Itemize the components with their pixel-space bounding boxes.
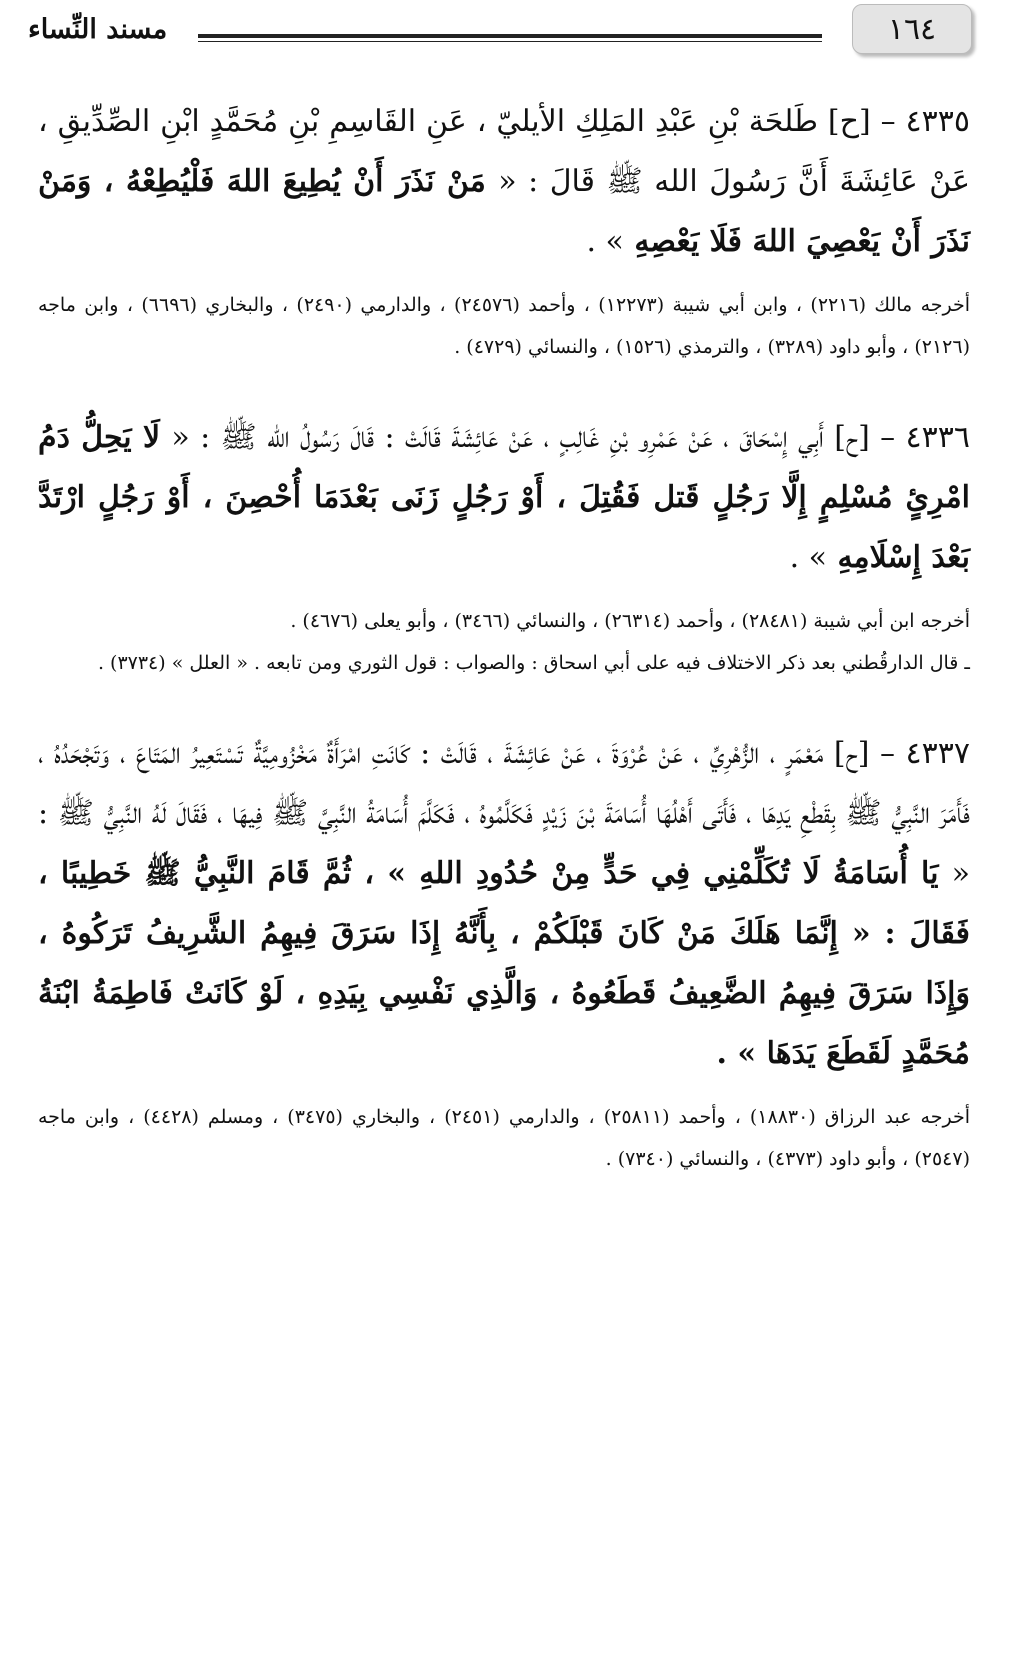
hadith-takhrij: أخرجه ابن أبي شيبة (٢٨٤٨١) ، وأحمد (٢٦٣١٤) ، والنسائي (٣٤٦٦) ، وأبو يعلى (٤٦٧٦) .	[290, 610, 970, 632]
page-number: ١٦٤	[852, 4, 972, 54]
page-content	[38, 92, 970, 1212]
hadith-isnad: ٤٣٣٥ – [ح] طَلحَة بْنِ عَبْدِ المَلِكِ الأيليّ ، عَنِ القَاسِمِ بْنِ مُحَمَّدٍ ابْنِ الصِّدِّيقِ ، عَنْ عَائِشَةَ أَنَّ رَسُولَ الله ﷺ قَالَ : «	[38, 104, 970, 199]
hadith-text	[38, 408, 970, 588]
hadith-isnad: ٤٣٣٦ – [ح] أَبِي إِسْحَاقَ ، عَنْ عَمْرِو بْنِ غَالِبٍ ، عَنْ عَائِشَةَ قَالَتْ : قَالَ رَسُولُ الله ﷺ : «	[171, 420, 970, 455]
hadith-text	[38, 92, 970, 272]
hadith-note: ـ قال الدارقُطني بعد ذكر الاختلاف فيه على أبي اسحاق : والصواب : قول الثوري ومن تابعه . « العلل » (٣٧٣٤) .	[97, 652, 970, 674]
hadith-text	[38, 724, 970, 1084]
hadith-matn: لَا يَحِلُّ دَمُ امْرِئٍ مُسْلِمٍ إِلَّا رَجُلٍ قَتل فَقُتِلَ ، أَوْ رَجُلٍ زَنَى بَعْدَمَا أُحْصِنَ ، أَوْ رَجُلٍ ارْتَدَّ بَعْدَ إِسْلَامِهِ	[38, 420, 970, 575]
hadith-isnad: ٤٣٣٧ – [ح] مَعْمَرٍ ، الزُّهْرِيِّ ، عَنْ عُرْوَةَ ، عَنْ عَائِشَةَ ، قَالَتْ : كَانَتِ امْرَأَةٌ مَخْزُومِيَّةٌ تَسْتَعِيرُ المَتَاعَ ، وَتَجْحَدُهُ ، فَأَمَرَ النَّبِيُّ ﷺ بِقَطْعِ يَدِهَا ، فَأَتَى أَهْلُهَا أُسَامَةَ بْنَ زَيْدٍ فَكَلَّمُوهُ ، فَكَلَّمَ أُسَامَةُ النَّبِيَّ ﷺ فِيهَا ، فَقَالَ لَهُ النَّبِيُّ ﷺ : «	[38, 736, 971, 891]
hadith-tail: » ، ثُمَّ قَامَ النَّبِيُّ ﷺ خَطِيبًا ، فَقَالَ : « إِنَّمَا هَلَكَ مَنْ كَانَ قَبْلَكُمْ ، بِأَنَّهُ إِذَا سَرَقَ فِيهِمُ الشَّرِيفُ تَرَكُوهُ ، وَإِذَا سَرَقَ فِيهِمُ الضَّعِيفُ قَطَعُوهُ ، وَالَّذِي نَفْسِي بِيَدِهِ ، لَوْ كَانَتْ فَاطِمَةُ ابْنَةُ مُحَمَّدٍ لَقَطَعَ يَدَهَا » .	[38, 856, 970, 1071]
book-title: مسند النِّساء	[28, 14, 168, 45]
hadith-entry-4335	[38, 92, 970, 368]
hadith-entry-4336	[38, 408, 970, 684]
hadith-tail: » .	[586, 224, 624, 259]
hadith-matn: مَنْ نَذَرَ أَنْ يُطِيعَ اللهَ فَلْيُطِعْهُ ، وَمَنْ نَذَرَ أَنْ يَعْصِيَ اللهَ فَلَا يَعْصِهِ	[38, 164, 970, 259]
hadith-matn: يَا أُسَامَةُ لَا تُكَلِّمْنِي فِي حَدٍّ مِنْ حُدُودِ اللهِ	[406, 856, 952, 891]
hadith-tail: » .	[789, 540, 828, 575]
header-rule	[198, 34, 822, 42]
page-header	[0, 0, 1010, 64]
hadith-takhrij: أخرجه عبد الرزاق (١٨٨٣٠) ، وأحمد (٢٥٨١١) ، والدارمي (٢٤٥١) ، والبخاري (٣٤٧٥) ، ومسلم (٤٤٢٨) ، وابن ماجه (٢٥٤٧) ، وأبو داود (٤٣٧٣) ، والنسائي (٧٣٤٠) .	[38, 1106, 970, 1170]
hadith-takhrij: أخرجه مالك (٢٢١٦) ، وابن أبي شيبة (١٢٢٧٣) ، وأحمد (٢٤٥٧٦) ، والدارمي (٢٤٩٠) ، والبخاري (٦٦٩٦) ، وابن ماجه (٢١٢٦) ، وأبو داود (٣٢٨٩) ، والترمذي (١٥٢٦) ، والنسائي (٤٧٢٩) .	[38, 294, 971, 358]
hadith-entry-4337	[38, 724, 970, 1180]
